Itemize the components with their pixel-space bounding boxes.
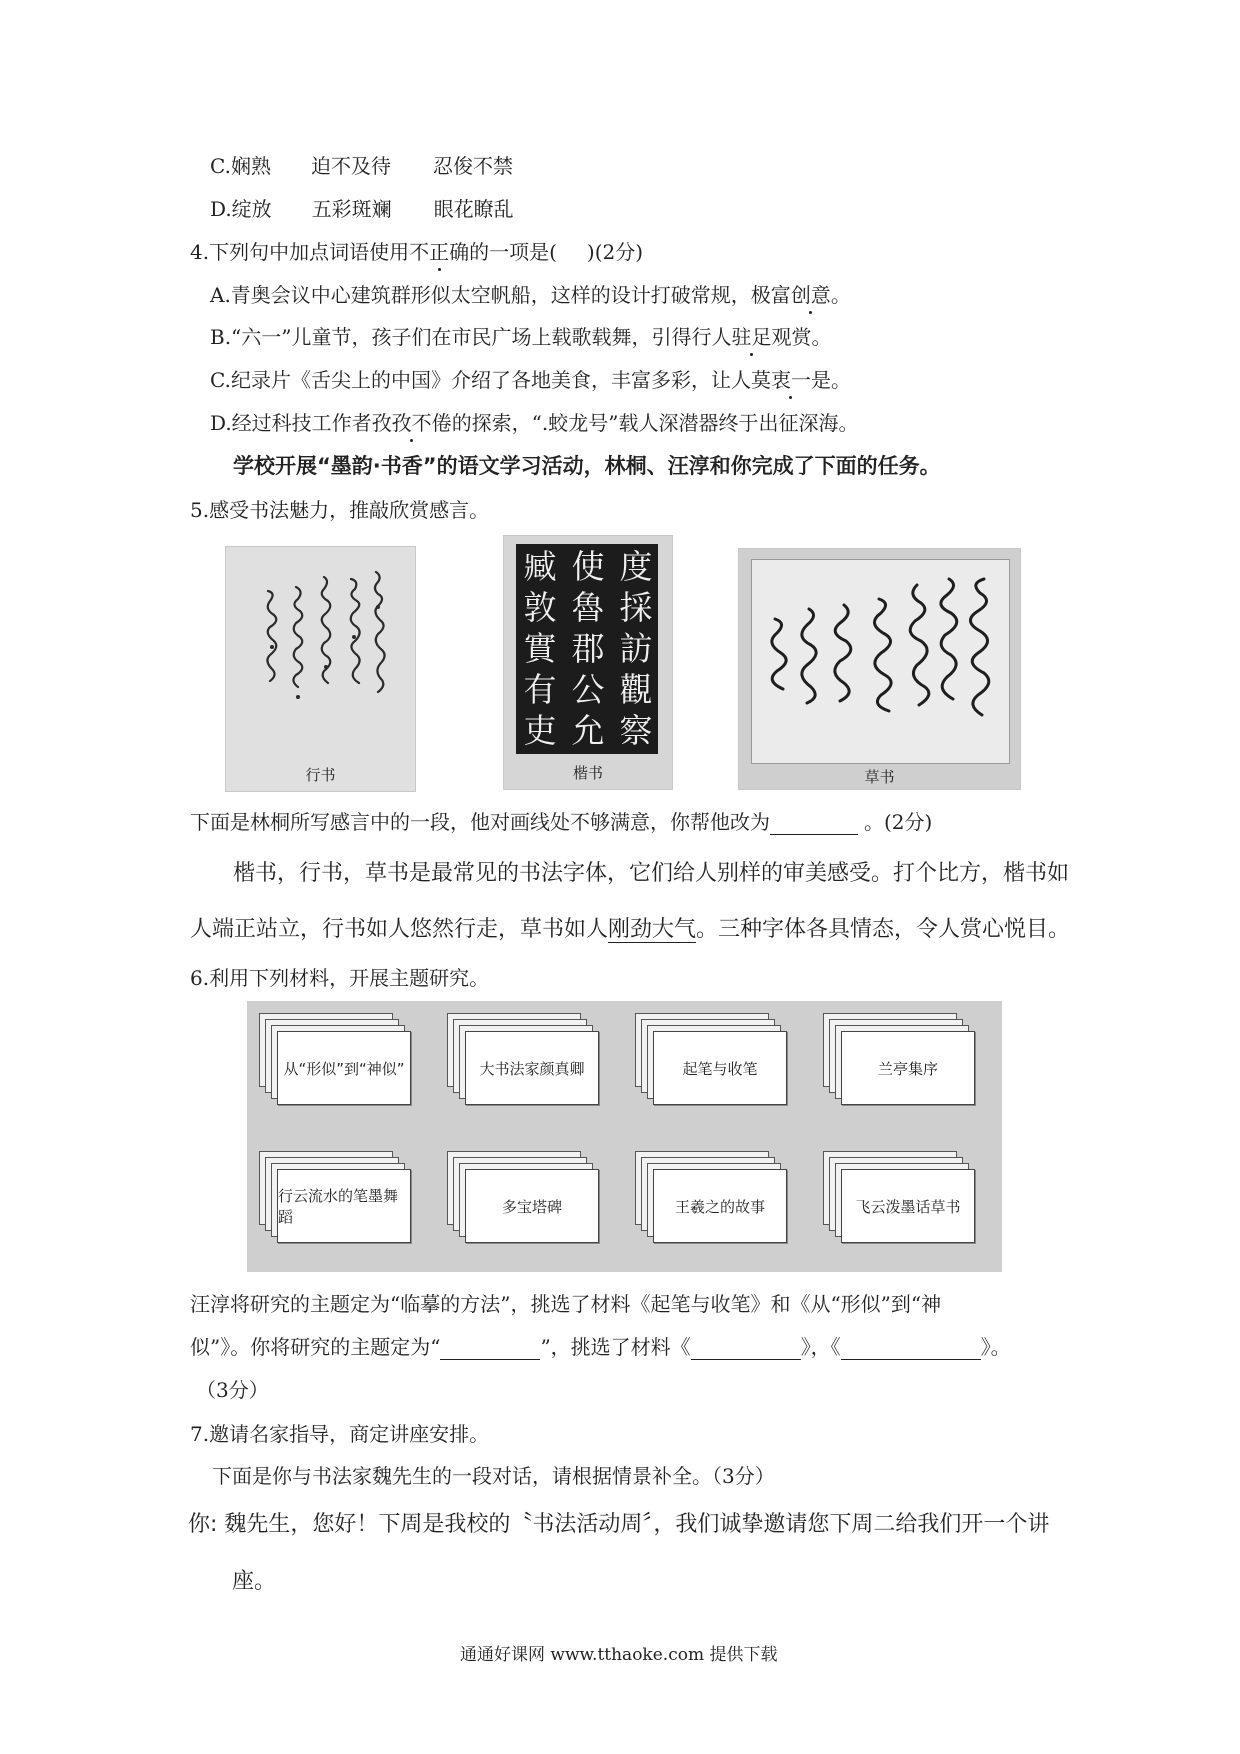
- q3-d-word3: 眼花瞭乱: [433, 197, 514, 221]
- kaishu-char: 度: [619, 547, 653, 586]
- kaishu-char: 敦: [523, 588, 557, 627]
- q3-d-label: D.绽放: [210, 197, 272, 221]
- q4-d-dotted: 孜孜不倦: [372, 407, 452, 436]
- kaishu-char: 採: [619, 588, 653, 627]
- q3-c-word2: 迫不及待: [310, 154, 391, 178]
- activity-intro: 学校开展“墨韵·书香”的语文学习活动，林桐、汪淳和你完成了下面的任务。: [233, 454, 941, 478]
- xingshu-strokes: [226, 547, 415, 791]
- material-card: [259, 1151, 409, 1241]
- kaishu-char: 訪: [619, 629, 653, 668]
- q4-stem-score: )(2分): [586, 240, 644, 264]
- q5-prompt: [190, 806, 932, 835]
- q5-prompt-text: 下面是林桐所写感言中的一段，他对画线处不够满意，你帮他改为: [190, 810, 770, 834]
- caoshu-caption: 草书: [864, 768, 895, 786]
- q6-score: （3分）: [196, 1378, 269, 1402]
- q5-prompt-score: 。(2分): [864, 810, 933, 834]
- kaishu-char: 觀: [619, 670, 653, 709]
- material-card-label: 多宝塔碑: [465, 1169, 599, 1243]
- material-card-label: 行云流水的笔墨舞蹈: [277, 1169, 411, 1243]
- q4-stem-text: 4.下列句中加点词语使用: [190, 240, 410, 264]
- q7-instruction: 下面是你与书法家魏先生的一段对话，请根据情景补全。（3分）: [212, 1464, 775, 1488]
- q4-stem-dotted: 不正确: [409, 236, 469, 265]
- q4-c-dotted: 莫衷一是: [751, 364, 831, 393]
- q4-stem: [190, 236, 643, 265]
- materials-board: [247, 1001, 1002, 1272]
- material-card-label: 从“形似”到“神似”: [277, 1031, 411, 1105]
- q7-title: 7.邀请名家指导，商定讲座安排。: [190, 1422, 490, 1446]
- q5-underlined-phrase: 刚劲大气: [608, 917, 697, 942]
- kaishu-char: 公: [571, 670, 605, 709]
- q4-option-b: B.“六一”儿童节，孩子们在市民广场上载歌载舞，引得行人驻足观赏。: [210, 321, 832, 350]
- q4-b-dotted: 驻足: [732, 321, 772, 350]
- material-card: [635, 1013, 785, 1103]
- footer-text: 通通好课网 www.tthaoke.com 提供下载: [460, 1645, 778, 1665]
- q6-text-line2: 似”》。你将研究的主题定为“ ”，挑选了材料《 》，《 》。: [190, 1335, 1011, 1359]
- material-card: [823, 1013, 973, 1103]
- material-card: [259, 1013, 409, 1103]
- kaishu-char: 使: [571, 547, 605, 586]
- q4-a-dotted: 创意: [791, 279, 831, 308]
- q7-dialog-line2: 座。: [232, 1569, 277, 1594]
- kaishu-char: 郡: [571, 629, 605, 668]
- q4-option-d: D.经过科技工作者孜孜不倦的探索，“.蛟龙号”载人深潜器终于出征深海。: [210, 407, 859, 436]
- kaishu-caption: 楷书: [572, 764, 603, 782]
- q6-text-line1: 汪淳将研究的主题定为“临摹的方法”，挑选了材料《起笔与收笔》和《从“形似”到“神: [190, 1292, 942, 1316]
- q6-topic-blank[interactable]: [440, 1339, 540, 1360]
- q3-d-word2: 五彩斑斓: [311, 197, 392, 221]
- q4-stem-text2: 的一项是(: [469, 240, 557, 264]
- q4-option-c: C.纪录片《舌尖上的中国》介绍了各地美食，丰富多彩，让人莫衷一是。: [210, 364, 851, 393]
- kaishu-char: 察: [619, 711, 653, 750]
- q3-c-label: C.娴熟: [210, 154, 271, 178]
- material-card: [823, 1151, 973, 1241]
- q3-option-d: [210, 193, 514, 222]
- q5-answer-blank[interactable]: [770, 814, 858, 835]
- kaishu-char: 允: [571, 711, 605, 750]
- material-card-label: 大书法家颜真卿: [465, 1031, 599, 1105]
- kaishu-char: 魯: [571, 588, 605, 627]
- kaishu-image: [503, 535, 673, 790]
- material-card-label: 兰亭集序: [841, 1031, 975, 1105]
- q5-title: 5.感受书法魅力，推敲欣赏感言。: [190, 498, 490, 522]
- caoshu-image: [738, 548, 1021, 790]
- material-card-label: 王羲之的故事: [653, 1169, 787, 1243]
- xingshu-image: [225, 546, 416, 792]
- xingshu-caption: 行书: [305, 766, 336, 784]
- kaishu-char: 吏: [523, 711, 557, 750]
- caoshu-strokes: [739, 549, 1020, 789]
- q6-title: 6.利用下列材料，开展主题研究。: [190, 966, 490, 990]
- q7-dialog-line1: 你: 魏先生，您好！下周是我校的〝书法活动周〞，我们诚挚邀请您下周二给我们开一个讲: [188, 1512, 1050, 1537]
- material-card-label: 起笔与收笔: [653, 1031, 787, 1105]
- q6-material1-blank[interactable]: [691, 1339, 801, 1360]
- kaishu-char: 臧: [523, 547, 557, 586]
- material-card: [635, 1151, 785, 1241]
- material-card: [447, 1151, 597, 1241]
- kaishu-char: 實: [523, 629, 557, 668]
- q3-c-word3: 忍俊不禁: [432, 154, 513, 178]
- kaishu-rubbing: [516, 544, 658, 754]
- q5-para-line2: 人端正站立，行书如人悠然行走，草书如人刚劲大气。三种字体各具情态，令人赏心悦目。: [190, 917, 1071, 942]
- kaishu-char: 有: [523, 670, 557, 709]
- q3-option-c: [210, 150, 513, 179]
- q5-para-line1: 楷书，行书，草书是最常见的书法字体，它们给人别样的审美感受。打个比方，楷书如: [233, 861, 1070, 886]
- material-card: [447, 1013, 597, 1103]
- material-card-label: 飞云泼墨话草书: [841, 1169, 975, 1243]
- q6-material2-blank[interactable]: [841, 1339, 981, 1360]
- q4-option-a: A.青奥会议中心建筑群形似太空帆船，这样的设计打破常规，极富创意。: [210, 279, 851, 308]
